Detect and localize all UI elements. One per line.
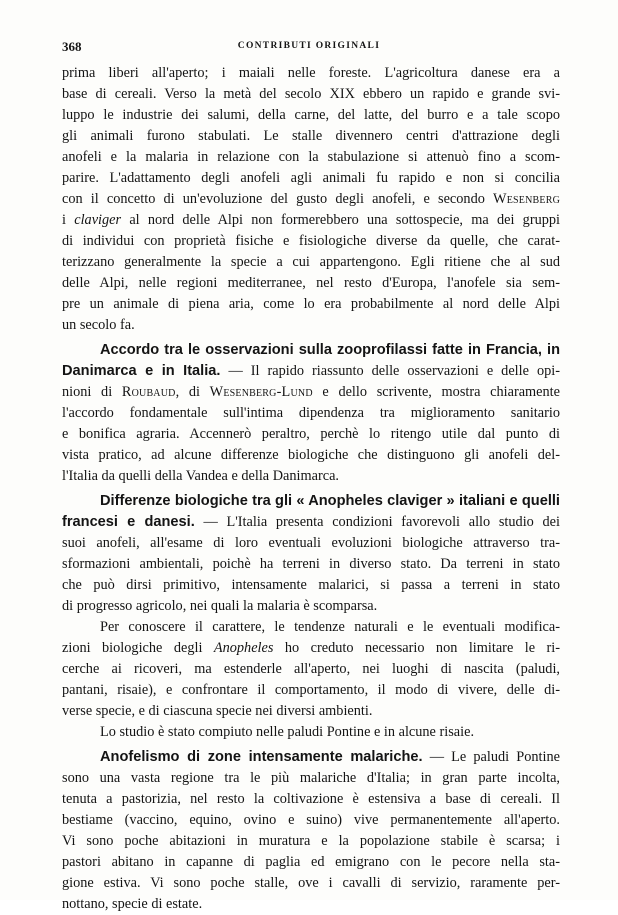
text-line — [62, 210, 560, 231]
text-line: nottano, specie di estate. — [62, 896, 203, 912]
text-span: nioni di — [62, 384, 113, 400]
text-span: zioni biologiche degli — [62, 640, 203, 656]
text-line: un secolo fa. — [62, 317, 135, 333]
text-line: bestiame (vaccino, equino, ovino e suino) vive permanentemente all'aperto. — [62, 812, 560, 828]
section-heading: Accordo tra le osservazioni sulla zooprofilassi fatte in Francia, in — [100, 342, 560, 358]
text-line — [62, 638, 560, 659]
text-line: terizzano generalmente la specie a cui appartengono. Egli ritiene che al sud — [62, 254, 560, 270]
text-span: — L'Italia presenta condizioni favorevoli allo studio dei — [203, 514, 560, 530]
text-line: parire. L'adattamento degli anofeli agli animali fu rapido e non si concilia — [62, 170, 560, 186]
text-line: di individui con proprietà fisiche e fisiologiche diverse da quelle, che carat- — [62, 233, 560, 249]
text-line: base di cereali. Verso la metà del secolo XIX ebbero un rapido e grande svi- — [62, 86, 560, 102]
text-line: pre un animale di piena aria, come lo era probabilmente al nord delle Alpi — [62, 296, 560, 312]
text-line: prima liberi all'aperto; i maiali nelle foreste. L'agricoltura danese era a — [62, 65, 560, 81]
text-line: e bonifica agraria. Accennerò peraltro, perchè lo ritengo utile dal punto di — [62, 426, 560, 442]
text-line: Lo studio è stato compiuto nelle paludi Pontine e in alcune risaie. — [100, 724, 475, 740]
text-line: anofeli e la malaria in relazione con la stabulazione si attenuò fino a scom- — [62, 149, 560, 165]
text-line — [62, 512, 560, 533]
genus-name: Anopheles — [213, 640, 274, 656]
text-line: pastori abitano in capanne di paglia ed emigrano con le pecore nella sta- — [62, 854, 560, 870]
species-name: claviger — [74, 212, 122, 228]
text-line: delle Alpi, nelle regioni mediterranee, nel resto d'Europa, l'anofele sia sem- — [62, 275, 560, 291]
text-line: gione estiva. Vi sono poche stalle, ove i cavalli di servizio, raramente per- — [62, 875, 560, 891]
author-name: Roubaud — [121, 384, 176, 400]
text-line: tenuta a pastorizia, nel resto la coltivazione è estensiva a base di cereali. Il — [62, 791, 560, 807]
text-span: al nord delle Alpi non formerebbero una sottospecie, ma dei gruppi — [129, 212, 560, 228]
text-line: cerche ai ricoveri, ma estenderle all'aperto, nei luoghi di nascita (paludi, — [62, 661, 560, 677]
section-heading-cont: francesi e danesi. — [62, 514, 195, 530]
text-span: i — [62, 212, 66, 228]
text-line: che può dirsi primitivo, intensamente malarici, si passa a terreni in stato — [62, 577, 560, 593]
text-line: di progresso agricolo, nei quali la malaria è scomparsa. — [62, 598, 378, 614]
text-span: — Il rapido riassunto delle osservazioni e delle opi- — [228, 363, 560, 379]
section-heading: Anofelismo di zone intensamente malariche. — [100, 749, 423, 765]
section-heading-cont: Danimarca e in Italia. — [62, 363, 221, 379]
text-line: l'accordo fondamentale sull'intima dipendenza tra miglioramento sanitario — [62, 405, 560, 421]
text-line: suoi anofeli, all'esame di loro eventuali evoluzioni biologiche attraverso tra- — [62, 535, 560, 551]
text-line: Per conoscere il carattere, le tendenze naturali e le eventuali modifica- — [100, 619, 560, 635]
body-text — [62, 63, 560, 915]
text-line: sono una vasta regione tra le più malariche d'Italia; in gran parte incolta, — [62, 770, 560, 786]
text-span: con il concetto di un'evoluzione del gusto degli anofeli, e secondo — [62, 191, 485, 207]
text-line: verse specie, e di ciascuna specie nei diversi ambienti. — [62, 703, 373, 719]
page-header — [0, 39, 618, 59]
section-heading: Differenze biologiche tra gli « Anopheles claviger » italiani e quelli — [100, 493, 560, 509]
author-name: Wesenberg — [493, 191, 560, 207]
text-span: ho creduto necessario non limitare le ri- — [284, 640, 560, 656]
text-line — [62, 747, 560, 768]
text-line: Vi sono poche abitazioni in muratura e la popolazione stabile è scarsa; i — [62, 833, 560, 849]
text-span: — Le paludi Pontine — [429, 749, 560, 765]
page-number: 368 — [62, 39, 82, 54]
running-title: CONTRIBUTI ORIGINALI — [237, 41, 381, 51]
text-line: gli animali furono stabulati. Le stalle divennero centri d'attrazione degli — [62, 128, 560, 144]
text-line: vista pratico, ad alcune differenze biologiche che distinguono gli anofeli del- — [62, 447, 560, 463]
text-span: e dello scrivente, mostra chiaramente — [322, 384, 560, 400]
text-line: luppo le industrie dei salumi, della carne, del latte, del burro e a tale scopo — [62, 107, 560, 123]
text-line — [62, 189, 560, 210]
text-line: pantani, risaie), e confrontare il comportamento, il modo di vivere, delle di- — [62, 682, 560, 698]
text-line: sformazioni ambientali, poichè ha terreni in diverso stato. Da terreni in stato — [62, 556, 560, 572]
text-span: , di — [175, 384, 200, 400]
text-line — [62, 382, 560, 403]
author-name: Wesenberg-Lund — [209, 384, 313, 400]
text-line: l'Italia da quelli della Vandea e della Danimarca. — [62, 468, 340, 484]
text-line — [62, 361, 560, 382]
